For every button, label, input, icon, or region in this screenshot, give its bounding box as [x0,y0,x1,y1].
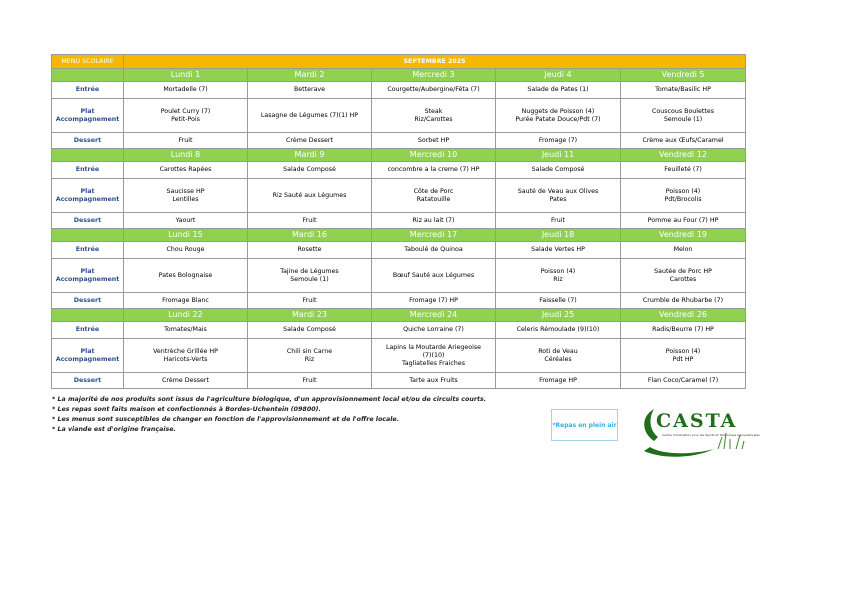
dessert-cell: Crème aux Œufs/Caramel [621,133,746,149]
entree-cell: Salade Composé [248,322,372,339]
plat-line: Tajine de Légumes [280,267,339,275]
plat-label: Plat [80,347,95,355]
dessert-cell: Fromage HP [496,373,621,389]
dessert-row [52,133,746,149]
day-label: Mercredi 10 [372,149,496,162]
plat-cell [621,99,746,133]
day-label: Lundi 22 [124,309,248,322]
entree-cell: Quiche Lorraine (7) [372,322,496,339]
plat-line: Pates Bolognaise [158,271,213,279]
plat-line: Poisson (4) [665,347,701,355]
accompagnement-label: Accompagnement [55,195,120,203]
plat-line: Semoule (1) [290,275,329,283]
logo-wordmark: CASTA [656,410,738,432]
plat-label: Plat [80,267,95,275]
plat-line: Côte de Porc [413,187,454,195]
dessert-row [52,293,746,309]
plat-cell [496,179,621,213]
day-label: Vendredi 19 [621,229,746,242]
entree-cell: Taboulé de Quinoa [372,242,496,259]
entree-row [52,242,746,259]
entree-cell: Rosette [248,242,372,259]
entree-cell: Tomate/Basilic HP [621,82,746,99]
plat-line: Riz [553,275,563,283]
dessert-cell: Fromage (7) [496,133,621,149]
plat-line: Céréales [544,355,572,363]
plat-line: Pdt/Brocolis [664,195,702,203]
day-label: Lundi 1 [124,69,248,82]
casta-logo [632,403,760,463]
entree-cell: Betterave [248,82,372,99]
row-label-dessert: Dessert [52,293,124,309]
row-label-entree: Entrée [52,242,124,259]
day-header-row [52,229,746,242]
plat-line: Poisson (4) [665,187,701,195]
plat-cell [372,339,496,373]
plat-row [52,339,746,373]
plat-line: (7)(10) [422,351,445,359]
dessert-cell: Yaourt [124,213,248,229]
plat-line: Purée Patate Douce/Pdt (7) [515,115,601,123]
plat-cell [372,99,496,133]
plat-line: Semoule (1) [663,115,703,123]
dessert-cell: Crumble de Rhubarbe (7) [621,293,746,309]
plat-line: Roti de Veau [538,347,578,355]
day-label: Mardi 9 [248,149,372,162]
dessert-cell: Sorbet HP [372,133,496,149]
plat-line: Poisson (4) [540,267,576,275]
plat-cell [124,179,248,213]
note-line: * Les menus sont susceptibles de changer en fonction de l'approvisionnement et de l'offre locale. [52,416,400,423]
day-label: Mardi 23 [248,309,372,322]
plat-line: Pdt HP [672,355,694,363]
plat-label: Plat [80,107,95,115]
entree-row [52,322,746,339]
plat-cell [621,339,746,373]
plat-row [52,259,746,293]
plat-line: Riz Sauté aux Légumes [272,191,347,199]
plat-cell [496,339,621,373]
plat-line: Poulet Curry (7) [160,107,211,115]
plat-line: Saucisse HP [166,187,205,195]
plat-row [52,99,746,133]
plat-line: Ratatouille [416,195,451,203]
plat-line: Riz [304,355,315,363]
entree-cell: Mortadelle (7) [124,82,248,99]
day-label: Vendredi 5 [621,69,746,82]
day-header-blank [52,229,124,242]
dessert-cell: Tarte aux Fruits [372,373,496,389]
accompagnement-label: Accompagnement [55,275,120,283]
plat-line: Lasagne de Légumes (7)(1) HP [260,111,359,119]
plat-line: Pates [549,195,567,203]
dessert-cell: Crème Dessert [124,373,248,389]
day-header-row [52,309,746,322]
plat-cell [496,99,621,133]
dessert-cell: Fruit [124,133,248,149]
plat-cell [124,99,248,133]
day-label: Jeudi 25 [496,309,621,322]
menu-label: MENU SCOLAIRE [52,55,124,69]
day-label: Vendredi 26 [621,309,746,322]
row-label-plat [52,259,124,293]
plat-line: Nuggets de Poisson (4) [521,107,595,115]
entree-cell: Carottes Rapées [124,162,248,179]
plat-row [52,179,746,213]
dessert-cell: Fruit [248,213,372,229]
day-label: Mercredi 17 [372,229,496,242]
dessert-cell: Fromage (7) HP [372,293,496,309]
plat-line: Tagliatelles Fraiches [402,359,465,367]
entree-cell: Salade Composé [248,162,372,179]
dessert-row [52,213,746,229]
dessert-row [52,373,746,389]
day-label: Mardi 16 [248,229,372,242]
notes [52,395,486,435]
plat-line: Haricots-Verts [163,355,208,363]
plat-line: Chili sin Carne [286,347,333,355]
plat-cell [372,179,496,213]
row-label-entree: Entrée [52,162,124,179]
note-line: * Les repas sont faits maison et confectionnés à Bordes-Uchentein (09800). [52,406,321,413]
day-header-blank [52,309,124,322]
plat-line: Bœuf Sauté aux Légumes [392,271,475,279]
plat-line: Steak [424,107,443,115]
title-row [52,55,746,69]
entree-cell: Salade de Pates (1) [496,82,621,99]
entree-cell: Salade Vertes HP [496,242,621,259]
row-label-dessert: Dessert [52,373,124,389]
plat-cell [621,179,746,213]
plat-cell [621,259,746,293]
entree-cell: concombre a la creme (7) HP [372,162,496,179]
logo-tagline: Centre d'Animation pour les Sports et Techniques Agropastorales [662,433,760,437]
plat-cell [248,179,372,213]
plat-line: Lapins la Moutarde Ariegeoise [385,343,482,351]
entree-cell: Tomates/Mais [124,322,248,339]
plat-cell [124,339,248,373]
day-label: Lundi 15 [124,229,248,242]
plat-line: Sautée de Porc HP [654,267,712,275]
entree-cell: Salade Composé [496,162,621,179]
row-label-entree: Entrée [52,82,124,99]
row-label-plat [52,99,124,133]
dessert-cell: Fruit [496,213,621,229]
accompagnement-label: Accompagnement [55,115,120,123]
entree-row [52,162,746,179]
plat-cell [372,259,496,293]
menu-table [51,54,746,389]
accompagnement-label: Accompagnement [55,355,120,363]
day-label: Jeudi 18 [496,229,621,242]
plat-cell [496,259,621,293]
plat-line: Riz/Carottes [414,115,453,123]
entree-cell: Radis/Beurre (7) HP [621,322,746,339]
dessert-cell: Faisselle (7) [496,293,621,309]
plat-line: Sauté de Veau aux Olives [517,187,599,195]
day-label: Mercredi 24 [372,309,496,322]
dessert-cell: Fruit [248,293,372,309]
day-label: Mercredi 3 [372,69,496,82]
month-title: SEPTEMBRE 2025 [124,55,746,69]
entree-cell: Celeris Rémoulade (9)(10) [496,322,621,339]
day-label: Lundi 8 [124,149,248,162]
row-label-plat [52,339,124,373]
dessert-cell: Riz au lait (7) [372,213,496,229]
row-label-plat [52,179,124,213]
dessert-cell: Flan Coco/Caramel (7) [621,373,746,389]
plat-line: Carottes [669,275,697,283]
note-line: * La majorité de nos produits sont issus de l'agriculture biologique, d'un approvisionnement local et/ou de circuits courts. [52,396,487,403]
day-label: Vendredi 12 [621,149,746,162]
row-label-dessert: Dessert [52,133,124,149]
day-header-blank [52,69,124,82]
plat-line: Petit-Pois [171,115,200,123]
entree-cell: Melon [621,242,746,259]
dessert-cell: Crème Dessert [248,133,372,149]
day-header-row [52,149,746,162]
entree-row [52,82,746,99]
row-label-dessert: Dessert [52,213,124,229]
dessert-cell: Fruit [248,373,372,389]
day-header-blank [52,149,124,162]
dessert-cell: Fromage Blanc [124,293,248,309]
entree-cell: Courgette/Aubergine/Féta (7) [372,82,496,99]
plat-label: Plat [80,187,95,195]
day-label: Mardi 2 [248,69,372,82]
plat-cell [248,339,372,373]
plat-cell [248,259,372,293]
day-header-row [52,69,746,82]
dessert-cell: Pomme au Four (7) HP [621,213,746,229]
entree-cell: Chou Rouge [124,242,248,259]
plat-cell [124,259,248,293]
repas-en-plein-air-box: *Repas en plein air [551,409,618,441]
entree-cell: Feuilleté (7) [621,162,746,179]
plat-line: Ventrèche Grillée HP [153,347,218,355]
plat-line: Lentilles [172,195,199,203]
note-line: * La viande est d'origine française. [52,426,176,433]
day-label: Jeudi 11 [496,149,621,162]
plat-line: Couscous Boulettes [652,107,715,115]
row-label-entree: Entrée [52,322,124,339]
plat-cell [248,99,372,133]
day-label: Jeudi 4 [496,69,621,82]
